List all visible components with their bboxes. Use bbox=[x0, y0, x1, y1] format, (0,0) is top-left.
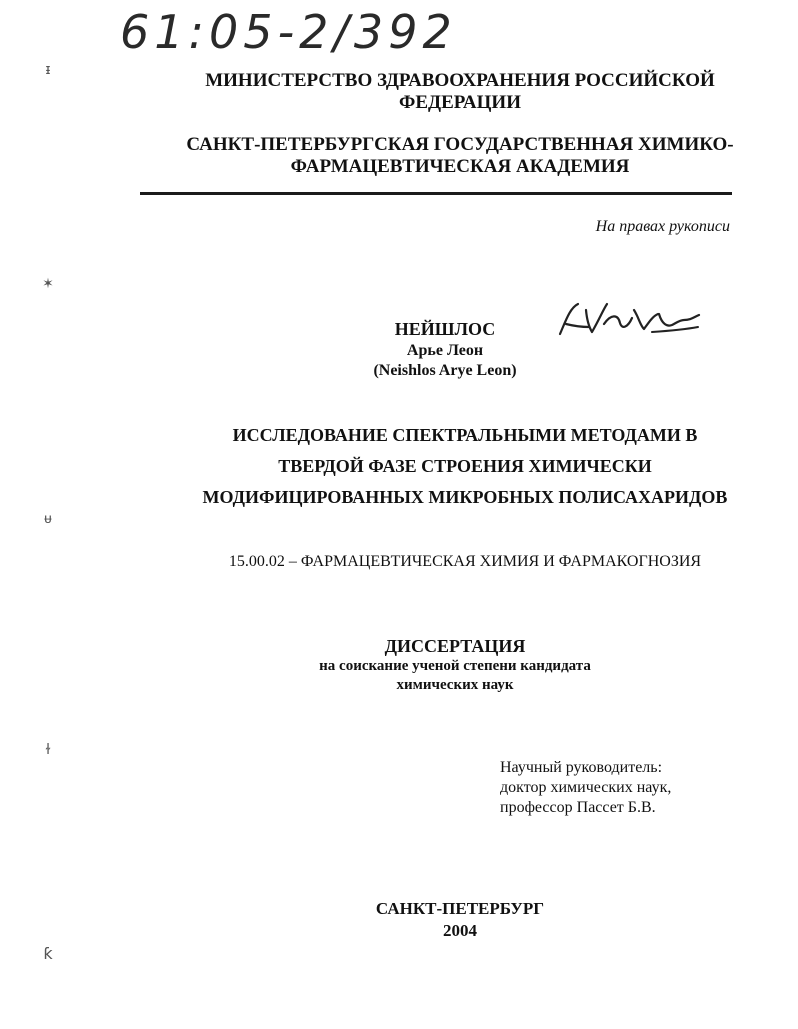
header-divider bbox=[140, 192, 732, 195]
supervisor-degree: доктор химических наук, bbox=[500, 779, 672, 796]
title-line-3: МОДИФИЦИРОВАННЫХ МИКРОБНЫХ ПОЛИСАХАРИДОВ bbox=[202, 487, 728, 507]
city: САНКТ-ПЕТЕРБУРГ bbox=[375, 899, 545, 918]
degree-line-2: химических наук bbox=[396, 677, 514, 693]
document-type: ДИССЕРТАЦИЯ bbox=[384, 636, 526, 656]
author-surname: НЕЙШЛОС bbox=[394, 319, 496, 339]
ministry-line-2: ФЕДЕРАЦИИ bbox=[399, 92, 521, 113]
archive-number: 61:05-2/392 bbox=[120, 5, 457, 59]
author-latin-name: (Neishlos Arye Leon) bbox=[373, 362, 517, 379]
specialty-code: 15.00.02 – ФАРМАЦЕВТИЧЕСКАЯ ХИМИЯ И ФАРМАКОГНОЗИЯ bbox=[228, 553, 702, 570]
degree-line-1: на соискание ученой степени кандидата bbox=[319, 658, 591, 674]
margin-mark: ᵾ bbox=[44, 511, 52, 527]
year: 2004 bbox=[443, 921, 477, 940]
supervisor-block bbox=[500, 758, 750, 818]
title-line-1: ИССЛЕДОВАНИЕ СПЕКТРАЛЬНЫМИ МЕТОДАМИ В bbox=[232, 425, 698, 445]
academy-line-1: САНКТ-ПЕТЕРБУРГСКАЯ ГОСУДАРСТВЕННАЯ ХИМИКО- bbox=[186, 134, 734, 155]
title-line-2: ТВЕРДОЙ ФАЗЕ СТРОЕНИЯ ХИМИЧЕСКИ bbox=[278, 456, 652, 476]
author-signature bbox=[548, 296, 704, 342]
supervisor-name: профессор Пассет Б.В. bbox=[500, 799, 656, 816]
ministry-line-1: МИНИСТЕРСТВО ЗДРАВООХРАНЕНИЯ РОССИЙСКОЙ bbox=[205, 70, 715, 91]
degree-description bbox=[240, 657, 670, 695]
thesis-title bbox=[150, 420, 780, 513]
margin-mark: ᵻ bbox=[45, 62, 51, 78]
margin-mark: ɫ bbox=[45, 742, 51, 758]
margin-mark: ƙ bbox=[43, 944, 53, 963]
supervisor-label: Научный руководитель: bbox=[500, 759, 663, 776]
rights-note: На правах рукописи bbox=[595, 218, 730, 235]
academy-heading bbox=[180, 134, 740, 178]
author-given-name: Арье Леон bbox=[406, 342, 484, 359]
ministry-heading bbox=[190, 70, 730, 114]
academy-line-2: ФАРМАЦЕВТИЧЕСКАЯ АКАДЕМИЯ bbox=[290, 156, 630, 177]
margin-mark: ✶ bbox=[42, 276, 54, 292]
